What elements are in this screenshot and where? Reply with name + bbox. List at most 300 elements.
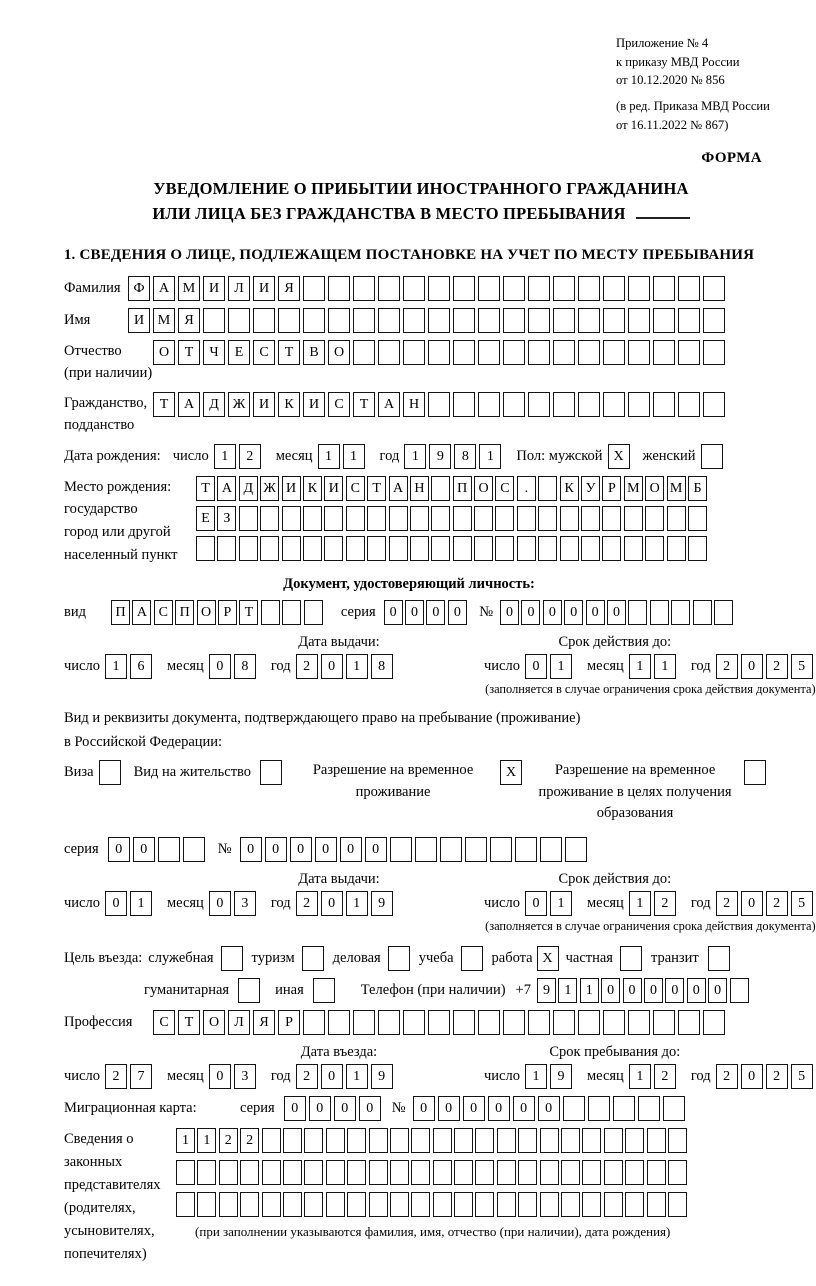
char-cell[interactable]: 1 (197, 1128, 216, 1153)
char-cell[interactable]: 8 (371, 654, 393, 679)
char-cell[interactable] (503, 276, 525, 301)
char-cell[interactable] (603, 340, 625, 365)
char-cell[interactable] (453, 1010, 475, 1035)
char-cell[interactable] (453, 276, 475, 301)
birth-day-grid[interactable] (214, 444, 264, 469)
char-cell[interactable] (353, 308, 375, 333)
patronymic-grid[interactable] (153, 340, 728, 365)
char-cell[interactable] (347, 1160, 366, 1185)
given-name-grid[interactable] (128, 308, 728, 333)
char-cell[interactable] (326, 1192, 345, 1217)
char-cell[interactable] (228, 308, 250, 333)
char-cell[interactable] (628, 600, 647, 625)
char-cell[interactable]: К (278, 392, 300, 417)
legal-reps-grid-row2[interactable] (176, 1160, 689, 1185)
char-cell[interactable]: 1 (176, 1128, 195, 1153)
char-cell[interactable]: М (624, 476, 643, 501)
char-cell[interactable] (703, 1010, 725, 1035)
char-cell[interactable]: 0 (321, 891, 343, 916)
char-cell[interactable] (262, 1160, 281, 1185)
char-cell[interactable]: 1 (629, 891, 651, 916)
profession-grid[interactable] (153, 1010, 728, 1035)
char-cell[interactable]: О (197, 600, 216, 625)
char-cell[interactable]: 2 (219, 1128, 238, 1153)
char-cell[interactable]: Т (153, 392, 175, 417)
char-cell[interactable]: 0 (384, 600, 403, 625)
char-cell[interactable]: 0 (334, 1096, 356, 1121)
residence-valid-year-grid[interactable] (716, 891, 816, 916)
char-cell[interactable]: Т (353, 392, 375, 417)
residence-issue-year-grid[interactable] (296, 891, 396, 916)
char-cell[interactable]: 0 (644, 978, 663, 1003)
char-cell[interactable]: П (175, 600, 194, 625)
char-cell[interactable] (283, 1192, 302, 1217)
char-cell[interactable]: 3 (234, 1064, 256, 1089)
char-cell[interactable] (647, 1160, 666, 1185)
char-cell[interactable]: 2 (240, 1128, 259, 1153)
char-cell[interactable] (582, 1160, 601, 1185)
char-cell[interactable] (693, 600, 712, 625)
char-cell[interactable]: А (217, 476, 236, 501)
char-cell[interactable] (260, 506, 279, 531)
char-cell[interactable]: 5 (791, 654, 813, 679)
valid-year-grid[interactable] (716, 654, 816, 679)
char-cell[interactable] (540, 1128, 559, 1153)
char-cell[interactable] (563, 1096, 585, 1121)
char-cell[interactable]: 9 (371, 1064, 393, 1089)
char-cell[interactable] (353, 276, 375, 301)
char-cell[interactable]: 0 (359, 1096, 381, 1121)
char-cell[interactable] (411, 1128, 430, 1153)
char-cell[interactable] (415, 837, 437, 862)
char-cell[interactable]: И (253, 392, 275, 417)
char-cell[interactable] (304, 1160, 323, 1185)
char-cell[interactable] (428, 392, 450, 417)
char-cell[interactable]: Я (253, 1010, 275, 1035)
char-cell[interactable]: Т (367, 476, 386, 501)
char-cell[interactable] (176, 1192, 195, 1217)
char-cell[interactable]: У (581, 476, 600, 501)
char-cell[interactable]: 0 (321, 1064, 343, 1089)
char-cell[interactable] (540, 837, 562, 862)
char-cell[interactable] (581, 506, 600, 531)
char-cell[interactable] (538, 476, 557, 501)
char-cell[interactable] (638, 1096, 660, 1121)
stay-month-grid[interactable] (629, 1064, 679, 1089)
char-cell[interactable]: 8 (234, 654, 256, 679)
char-cell[interactable]: 0 (741, 1064, 763, 1089)
char-cell[interactable] (628, 392, 650, 417)
char-cell[interactable] (653, 1010, 675, 1035)
char-cell[interactable]: Н (410, 476, 429, 501)
char-cell[interactable] (628, 1010, 650, 1035)
char-cell[interactable] (528, 1010, 550, 1035)
char-cell[interactable] (303, 308, 325, 333)
char-cell[interactable] (678, 392, 700, 417)
char-cell[interactable] (324, 536, 343, 561)
char-cell[interactable] (428, 340, 450, 365)
char-cell[interactable]: 2 (654, 1064, 676, 1089)
char-cell[interactable] (678, 340, 700, 365)
char-cell[interactable]: А (389, 476, 408, 501)
char-cell[interactable] (678, 308, 700, 333)
char-cell[interactable] (517, 536, 536, 561)
char-cell[interactable]: Р (218, 600, 237, 625)
char-cell[interactable] (411, 1192, 430, 1217)
char-cell[interactable] (278, 308, 300, 333)
char-cell[interactable] (553, 308, 575, 333)
char-cell[interactable]: 2 (296, 654, 318, 679)
char-cell[interactable] (645, 536, 664, 561)
char-cell[interactable] (440, 837, 462, 862)
char-cell[interactable] (239, 536, 258, 561)
char-cell[interactable]: М (153, 308, 175, 333)
char-cell[interactable]: 1 (105, 654, 127, 679)
purpose-official-checkbox[interactable] (221, 946, 243, 971)
char-cell[interactable]: 2 (239, 444, 261, 469)
char-cell[interactable]: К (560, 476, 579, 501)
char-cell[interactable]: 2 (296, 1064, 318, 1089)
char-cell[interactable] (453, 506, 472, 531)
char-cell[interactable] (326, 1160, 345, 1185)
char-cell[interactable]: 0 (209, 891, 231, 916)
char-cell[interactable] (475, 1192, 494, 1217)
char-cell[interactable] (390, 1192, 409, 1217)
char-cell[interactable] (203, 308, 225, 333)
char-cell[interactable] (588, 1096, 610, 1121)
char-cell[interactable] (403, 308, 425, 333)
char-cell[interactable] (603, 276, 625, 301)
char-cell[interactable] (304, 1192, 323, 1217)
char-cell[interactable] (604, 1192, 623, 1217)
purpose-transit-checkbox[interactable] (708, 946, 730, 971)
char-cell[interactable] (346, 536, 365, 561)
char-cell[interactable]: 1 (130, 891, 152, 916)
char-cell[interactable]: Т (178, 1010, 200, 1035)
legal-reps-grid-row1[interactable] (176, 1128, 689, 1153)
char-cell[interactable] (490, 837, 512, 862)
char-cell[interactable]: 0 (290, 837, 312, 862)
char-cell[interactable] (497, 1192, 516, 1217)
char-cell[interactable]: О (203, 1010, 225, 1035)
char-cell[interactable] (304, 1128, 323, 1153)
entry-year-grid[interactable] (296, 1064, 396, 1089)
char-cell[interactable] (628, 276, 650, 301)
residence-issue-month-grid[interactable] (209, 891, 259, 916)
char-cell[interactable] (346, 506, 365, 531)
char-cell[interactable] (668, 1160, 687, 1185)
char-cell[interactable]: В (303, 340, 325, 365)
char-cell[interactable]: 0 (665, 978, 684, 1003)
char-cell[interactable]: Л (228, 1010, 250, 1035)
char-cell[interactable] (474, 536, 493, 561)
char-cell[interactable]: 0 (601, 978, 620, 1003)
char-cell[interactable]: 1 (550, 891, 572, 916)
char-cell[interactable]: И (324, 476, 343, 501)
char-cell[interactable] (625, 1128, 644, 1153)
char-cell[interactable] (553, 340, 575, 365)
char-cell[interactable]: 2 (766, 654, 788, 679)
char-cell[interactable]: Б (688, 476, 707, 501)
purpose-other-checkbox[interactable] (313, 978, 335, 1003)
char-cell[interactable] (369, 1160, 388, 1185)
purpose-business-checkbox[interactable] (388, 946, 410, 971)
char-cell[interactable]: 0 (438, 1096, 460, 1121)
char-cell[interactable] (647, 1192, 666, 1217)
char-cell[interactable]: О (474, 476, 493, 501)
char-cell[interactable] (428, 276, 450, 301)
char-cell[interactable]: 2 (716, 1064, 738, 1089)
char-cell[interactable] (217, 536, 236, 561)
char-cell[interactable] (613, 1096, 635, 1121)
char-cell[interactable] (604, 1160, 623, 1185)
char-cell[interactable] (453, 392, 475, 417)
char-cell[interactable]: Н (403, 392, 425, 417)
char-cell[interactable] (628, 308, 650, 333)
char-cell[interactable] (303, 1010, 325, 1035)
char-cell[interactable] (283, 1128, 302, 1153)
residence-permit-checkbox[interactable] (260, 760, 282, 785)
char-cell[interactable] (603, 308, 625, 333)
stay-year-grid[interactable] (716, 1064, 816, 1089)
char-cell[interactable] (389, 536, 408, 561)
char-cell[interactable] (453, 340, 475, 365)
char-cell[interactable] (518, 1128, 537, 1153)
char-cell[interactable] (703, 308, 725, 333)
char-cell[interactable] (158, 837, 180, 862)
char-cell[interactable]: 0 (309, 1096, 331, 1121)
char-cell[interactable] (528, 276, 550, 301)
char-cell[interactable] (517, 506, 536, 531)
char-cell[interactable]: 0 (607, 600, 626, 625)
char-cell[interactable]: 0 (463, 1096, 485, 1121)
purpose-private-checkbox[interactable] (620, 946, 642, 971)
char-cell[interactable] (431, 506, 450, 531)
char-cell[interactable]: 1 (214, 444, 236, 469)
char-cell[interactable] (678, 1010, 700, 1035)
char-cell[interactable] (602, 536, 621, 561)
char-cell[interactable]: 0 (405, 600, 424, 625)
migration-series-grid[interactable] (284, 1096, 384, 1121)
char-cell[interactable]: 0 (315, 837, 337, 862)
char-cell[interactable]: И (253, 276, 275, 301)
char-cell[interactable] (454, 1128, 473, 1153)
birth-place-grid-row3[interactable] (196, 536, 709, 561)
char-cell[interactable] (478, 1010, 500, 1035)
char-cell[interactable]: С (328, 392, 350, 417)
char-cell[interactable] (324, 506, 343, 531)
char-cell[interactable]: Ж (228, 392, 250, 417)
residence-series-grid[interactable] (108, 837, 208, 862)
char-cell[interactable] (515, 837, 537, 862)
doc-number-grid[interactable] (500, 600, 735, 625)
char-cell[interactable] (688, 536, 707, 561)
char-cell[interactable] (283, 1160, 302, 1185)
birth-place-grid-row1[interactable] (196, 476, 709, 501)
char-cell[interactable]: 1 (629, 654, 651, 679)
char-cell[interactable]: О (153, 340, 175, 365)
char-cell[interactable] (403, 1010, 425, 1035)
char-cell[interactable] (253, 308, 275, 333)
char-cell[interactable] (410, 506, 429, 531)
char-cell[interactable] (410, 536, 429, 561)
char-cell[interactable] (378, 276, 400, 301)
char-cell[interactable] (495, 536, 514, 561)
char-cell[interactable]: К (303, 476, 322, 501)
char-cell[interactable]: С (346, 476, 365, 501)
char-cell[interactable]: 2 (654, 891, 676, 916)
temp-residence-education-checkbox[interactable] (744, 760, 766, 785)
char-cell[interactable] (303, 536, 322, 561)
char-cell[interactable]: 3 (234, 891, 256, 916)
char-cell[interactable] (668, 1192, 687, 1217)
char-cell[interactable]: 2 (105, 1064, 127, 1089)
char-cell[interactable]: 0 (521, 600, 540, 625)
char-cell[interactable]: 0 (105, 891, 127, 916)
char-cell[interactable]: И (203, 276, 225, 301)
char-cell[interactable] (326, 1128, 345, 1153)
char-cell[interactable]: 8 (454, 444, 476, 469)
char-cell[interactable] (262, 1128, 281, 1153)
char-cell[interactable] (538, 506, 557, 531)
char-cell[interactable] (367, 536, 386, 561)
char-cell[interactable] (503, 392, 525, 417)
char-cell[interactable] (347, 1128, 366, 1153)
char-cell[interactable] (561, 1192, 580, 1217)
char-cell[interactable] (328, 276, 350, 301)
birth-place-grid-row2[interactable] (196, 506, 709, 531)
char-cell[interactable] (196, 536, 215, 561)
char-cell[interactable] (454, 1192, 473, 1217)
char-cell[interactable] (369, 1192, 388, 1217)
char-cell[interactable]: Т (178, 340, 200, 365)
char-cell[interactable]: О (645, 476, 664, 501)
char-cell[interactable]: 6 (130, 654, 152, 679)
char-cell[interactable] (497, 1160, 516, 1185)
char-cell[interactable] (304, 600, 323, 625)
char-cell[interactable]: 0 (108, 837, 130, 862)
char-cell[interactable] (561, 1160, 580, 1185)
char-cell[interactable]: 0 (265, 837, 287, 862)
char-cell[interactable]: 0 (426, 600, 445, 625)
char-cell[interactable] (540, 1160, 559, 1185)
char-cell[interactable]: С (495, 476, 514, 501)
char-cell[interactable]: 1 (404, 444, 426, 469)
char-cell[interactable]: 9 (550, 1064, 572, 1089)
char-cell[interactable]: 1 (558, 978, 577, 1003)
char-cell[interactable] (582, 1192, 601, 1217)
char-cell[interactable]: 0 (284, 1096, 306, 1121)
char-cell[interactable]: 1 (343, 444, 365, 469)
char-cell[interactable]: 9 (429, 444, 451, 469)
char-cell[interactable] (474, 506, 493, 531)
char-cell[interactable] (240, 1160, 259, 1185)
issue-day-grid[interactable] (105, 654, 155, 679)
char-cell[interactable] (353, 340, 375, 365)
char-cell[interactable]: Л (228, 276, 250, 301)
char-cell[interactable]: 0 (240, 837, 262, 862)
char-cell[interactable] (561, 1128, 580, 1153)
char-cell[interactable] (582, 1128, 601, 1153)
char-cell[interactable] (528, 340, 550, 365)
entry-month-grid[interactable] (209, 1064, 259, 1089)
char-cell[interactable]: 0 (525, 654, 547, 679)
char-cell[interactable] (624, 506, 643, 531)
char-cell[interactable] (353, 1010, 375, 1035)
char-cell[interactable] (730, 978, 749, 1003)
char-cell[interactable]: Д (203, 392, 225, 417)
sex-female-checkbox[interactable] (701, 444, 723, 469)
char-cell[interactable] (497, 1128, 516, 1153)
entry-day-grid[interactable] (105, 1064, 155, 1089)
char-cell[interactable] (578, 276, 600, 301)
char-cell[interactable] (478, 392, 500, 417)
char-cell[interactable]: Р (278, 1010, 300, 1035)
valid-month-grid[interactable] (629, 654, 679, 679)
char-cell[interactable] (367, 506, 386, 531)
char-cell[interactable]: 0 (623, 978, 642, 1003)
char-cell[interactable] (282, 536, 301, 561)
char-cell[interactable]: 5 (791, 891, 813, 916)
char-cell[interactable] (433, 1192, 452, 1217)
char-cell[interactable] (475, 1128, 494, 1153)
char-cell[interactable]: 1 (550, 654, 572, 679)
char-cell[interactable]: С (153, 1010, 175, 1035)
char-cell[interactable]: 1 (580, 978, 599, 1003)
issue-month-grid[interactable] (209, 654, 259, 679)
char-cell[interactable] (602, 506, 621, 531)
char-cell[interactable] (433, 1160, 452, 1185)
char-cell[interactable] (578, 340, 600, 365)
char-cell[interactable]: Т (196, 476, 215, 501)
char-cell[interactable] (678, 276, 700, 301)
char-cell[interactable] (282, 506, 301, 531)
char-cell[interactable]: 2 (766, 1064, 788, 1089)
char-cell[interactable] (369, 1128, 388, 1153)
char-cell[interactable]: А (153, 276, 175, 301)
char-cell[interactable] (553, 392, 575, 417)
char-cell[interactable]: 1 (479, 444, 501, 469)
char-cell[interactable]: И (128, 308, 150, 333)
char-cell[interactable] (663, 1096, 685, 1121)
char-cell[interactable] (553, 1010, 575, 1035)
birth-month-grid[interactable] (318, 444, 368, 469)
char-cell[interactable] (390, 837, 412, 862)
char-cell[interactable] (668, 1128, 687, 1153)
char-cell[interactable]: 0 (538, 1096, 560, 1121)
char-cell[interactable]: 0 (209, 654, 231, 679)
char-cell[interactable] (653, 308, 675, 333)
char-cell[interactable] (303, 276, 325, 301)
char-cell[interactable] (603, 1010, 625, 1035)
char-cell[interactable]: П (111, 600, 130, 625)
char-cell[interactable] (328, 1010, 350, 1035)
char-cell[interactable] (478, 340, 500, 365)
char-cell[interactable]: 0 (488, 1096, 510, 1121)
char-cell[interactable]: А (378, 392, 400, 417)
char-cell[interactable] (624, 536, 643, 561)
char-cell[interactable] (390, 1160, 409, 1185)
char-cell[interactable] (453, 308, 475, 333)
char-cell[interactable]: 0 (708, 978, 727, 1003)
char-cell[interactable] (528, 392, 550, 417)
char-cell[interactable] (703, 392, 725, 417)
char-cell[interactable]: М (667, 476, 686, 501)
char-cell[interactable] (645, 506, 664, 531)
char-cell[interactable]: 1 (346, 1064, 368, 1089)
char-cell[interactable]: 0 (500, 600, 519, 625)
char-cell[interactable]: 7 (130, 1064, 152, 1089)
